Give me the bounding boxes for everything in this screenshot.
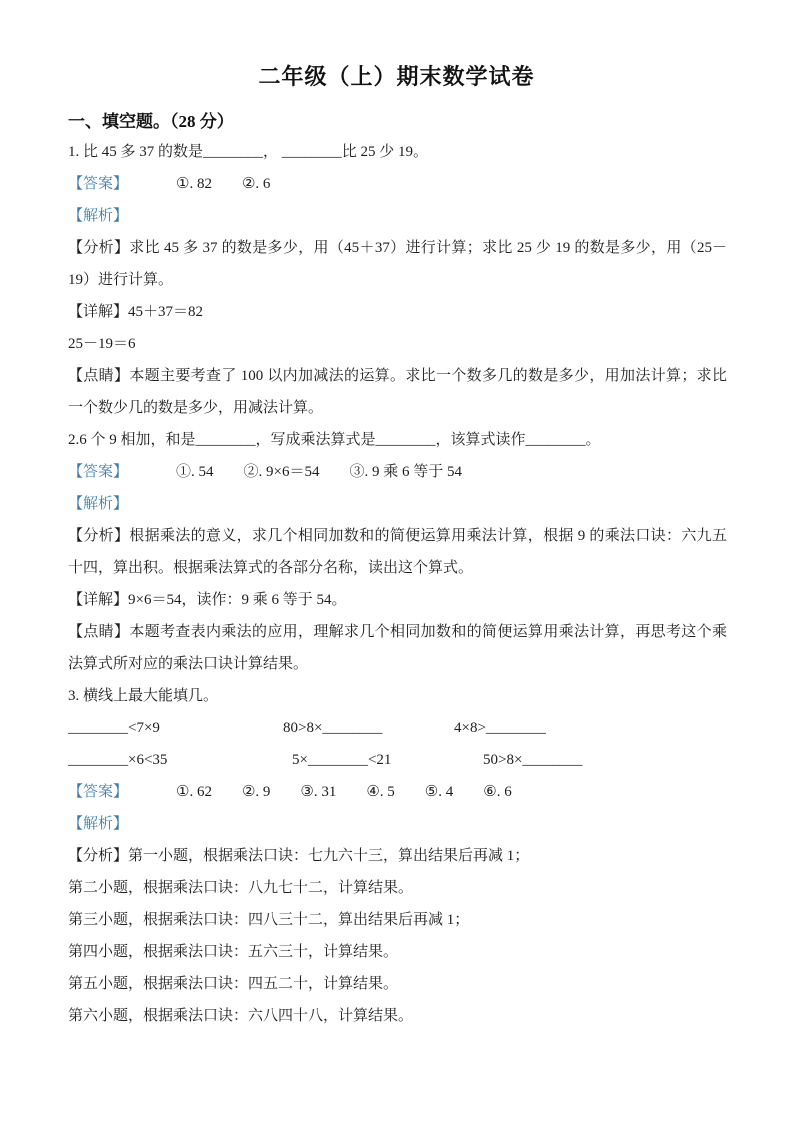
blank-expression: ________<7×9 bbox=[68, 720, 160, 736]
question-3-analysis-line-6: 第六小题，根据乘法口诀：六八四十八，计算结果。 bbox=[68, 1008, 414, 1024]
question-3-answer-line bbox=[68, 776, 727, 808]
question-3-analysis-line-2: 第二小题，根据乘法口诀：八九七十二，计算结果。 bbox=[68, 880, 414, 896]
question-1-answer-line bbox=[68, 168, 727, 200]
blank-expression: 80>8×________ bbox=[283, 720, 383, 736]
section-heading-fill-in-blanks: 一、填空题。（28 分） bbox=[68, 112, 234, 131]
question-3-analysis-line-1: 【分析】第一小题，根据乘法口诀：七九六十三，算出结果后再减 1； bbox=[68, 848, 530, 864]
question-3-analysis-line-5: 第五小题，根据乘法口诀：四五二十，计算结果。 bbox=[68, 976, 399, 992]
question-3-answer-values: ①. 62 ②. 9 ③. 31 ④. 5 ⑤. 4 ⑥. 6 bbox=[176, 784, 512, 800]
question-1-analysis: 【分析】求比 45 多 37 的数是多少，用（45＋37）进行计算；求比 25 少 19 的数是多少，用（25－19）进行计算。 bbox=[68, 240, 727, 288]
answer-label: 【答案】 bbox=[68, 784, 129, 800]
jiexi-label: 【解析】 bbox=[68, 816, 129, 832]
question-2-answer-values: ①. 54 ②. 9×6＝54 ③. 9 乘 6 等于 54 bbox=[176, 464, 462, 480]
jiexi-label: 【解析】 bbox=[68, 208, 129, 224]
question-1-comment: 【点睛】本题主要考查了 100 以内加减法的运算。求比一个数多几的数是多少，用加法计算；求比一个数少几的数是多少，用减法计算。 bbox=[68, 368, 727, 416]
document-body bbox=[0, 108, 793, 1032]
question-3-jiexi-line bbox=[68, 808, 727, 840]
question-1-detail-line-2: 25－19＝6 bbox=[68, 336, 136, 352]
answer-label: 【答案】 bbox=[68, 464, 129, 480]
question-1-answer-values: ①. 82 ②. 6 bbox=[176, 176, 271, 192]
question-1-jiexi-line bbox=[68, 200, 727, 232]
blank-expression: ________×6<35 bbox=[68, 752, 168, 768]
question-1-text: 1. 比 45 多 37 的数是________， ________比 25 少 19。 bbox=[68, 144, 429, 160]
question-3-analysis-line-3: 第三小题，根据乘法口诀：四八三十二，算出结果后再减 1； bbox=[68, 912, 470, 928]
question-3-analysis-line-4: 第四小题，根据乘法口诀：五六三十，计算结果。 bbox=[68, 944, 399, 960]
question-2-answer-line bbox=[68, 456, 727, 488]
question-2-detail: 【详解】9×6＝54，读作：9 乘 6 等于 54。 bbox=[68, 592, 347, 608]
blank-expression: 50>8×________ bbox=[483, 752, 583, 768]
question-3-blanks-row-2 bbox=[68, 744, 727, 776]
question-3-text: 3. 横线上最大能填几。 bbox=[68, 688, 219, 704]
question-2-analysis: 【分析】根据乘法的意义，求几个相同加数和的简便运算用乘法计算，根据 9 的乘法口诀：六九五十四，算出积。根据乘法算式的各部分名称，读出这个算式。 bbox=[68, 528, 727, 576]
question-2-jiexi-line bbox=[68, 488, 727, 520]
blank-expression: 4×8>________ bbox=[454, 720, 546, 736]
question-1-detail-line-1: 【详解】45＋37＝82 bbox=[68, 304, 204, 320]
question-3-blanks-row-1 bbox=[68, 712, 727, 744]
jiexi-label: 【解析】 bbox=[68, 496, 129, 512]
question-2-text: 2.6 个 9 相加，和是________，写成乘法算式是________，该算式读作________。 bbox=[68, 432, 601, 448]
answer-label: 【答案】 bbox=[68, 176, 129, 192]
blank-expression: 5×________<21 bbox=[292, 752, 392, 768]
page-title: 二年级（上）期末数学试卷 bbox=[258, 64, 535, 89]
question-2-comment: 【点睛】本题考查表内乘法的应用，理解求几个相同加数和的简便运算用乘法计算，再思考这个乘法算式所对应的乘法口诀计算结果。 bbox=[68, 624, 727, 672]
